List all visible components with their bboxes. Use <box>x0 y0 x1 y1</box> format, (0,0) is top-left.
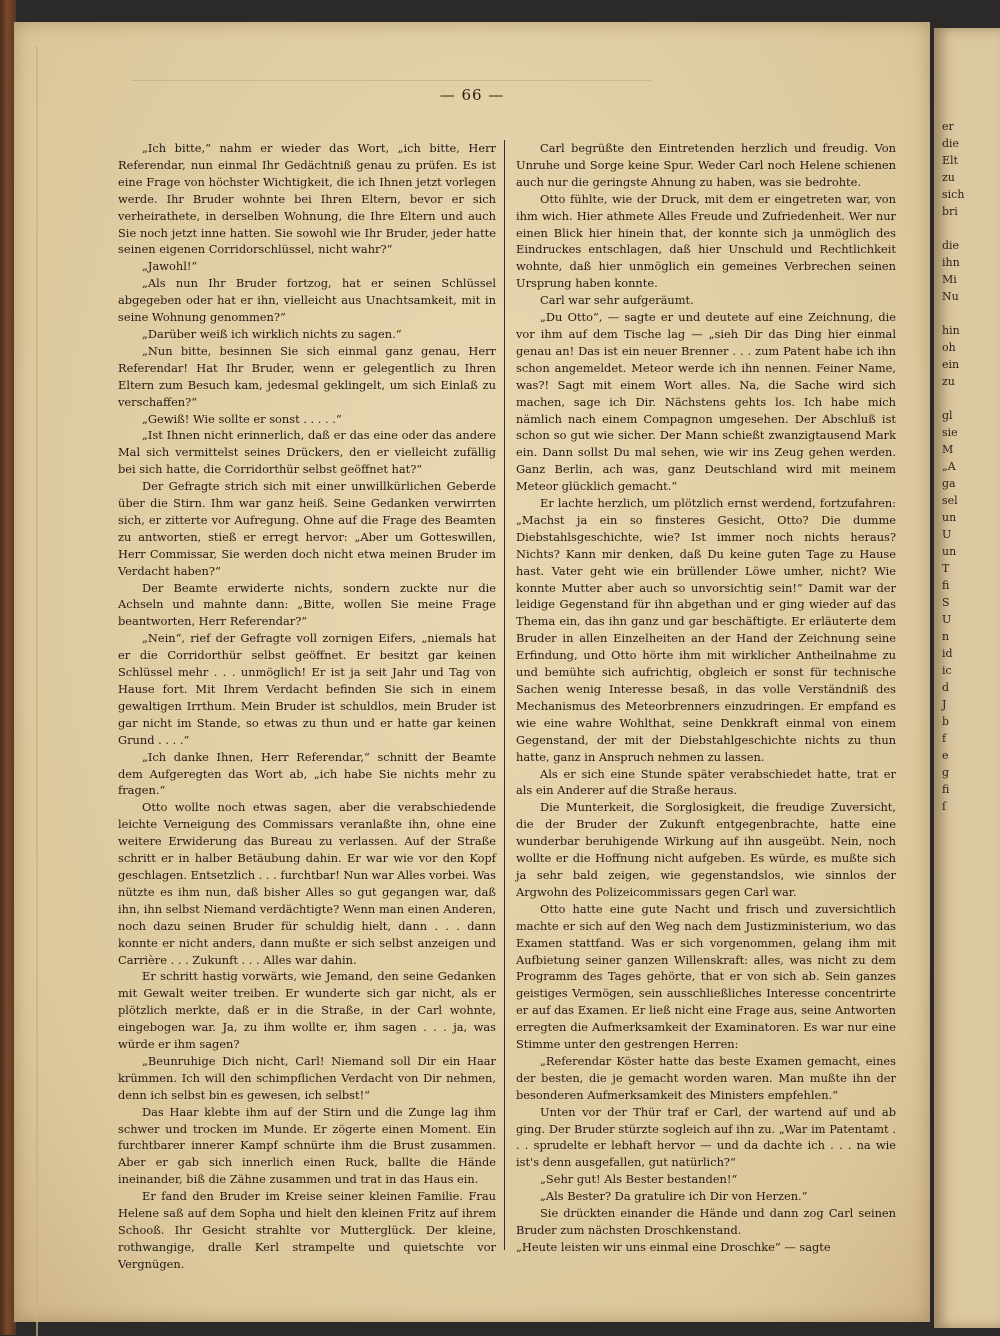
adjacent-page-fragment: Mi <box>942 273 957 286</box>
adjacent-page-fragment: hin <box>942 324 960 337</box>
adjacent-page-fragment: T <box>942 562 950 575</box>
adjacent-page-fragment: fi <box>942 783 950 796</box>
paragraph: Otto wollte noch etwas sagen, aber die verabschiedende leichte Verneigung des Commissars veranlaßte ihn, ohne eine weitere Erwiderung das Bureau zu verlassen. Auf der Straße schritt er in halber Betäubung dahin. Er war wie vor den Kopf geschlagen. Entsetzlich . . . furchtbar! Nun war Alles vorbei. Was nützte es ihm nun, daß bisher Alles so gut gegangen war, daß ihn, ihn selbst Niemand verdächtigte? Wenn man einen Anderen, noch dazu seinen Bruder für schuldig hielt, dann . . . dann konnte er nicht anders, dann mußte er sich selbst anzeigen und Carrière . . . Zukunft . . . Alles war dahin. <box>118 800 496 967</box>
adjacent-page-fragment: ic <box>942 664 952 677</box>
adjacent-page-fragment: J <box>942 698 947 711</box>
paragraph: Otto hatte eine gute Nacht und frisch und zuversichtlich machte er sich auf den Weg nach dem Justizministerium, wo das Examen stattfand. Was er sich vorgenommen, gelang ihm mit Aufbietung seiner ganzen Willenskraft: alles, was nicht zu dem Programm des Tages gehörte, that er von sich ab. Sein ganzes geistiges Vermögen, sein ausschließliches Interesse concentrirte er auf das Examen. Er ließ nicht eine Frage aus, seine Antworten erregten die Aufmerksamkeit der Examinatoren. Es war nur eine Stimme unter den gestrengen Herren: <box>516 901 896 1052</box>
paragraph: „Nein“, rief der Gefragte voll zornigen Eifers, „niemals hat er die Corridorthür selbst geöffnet. Er besitzt gar keinen Schlüssel mehr . . . unmöglich! Er ist ja seit Jahr und Tag von Hause fort. Mit Ihrem Verdacht befinden Sie sich in einem gewaltigen Irrthum. Mein Bruder ist schuldlos, mein Bruder ist gar nicht im Stande, so etwas zu thun und er hatte gar keinen Grund . . . .“ <box>118 631 496 747</box>
paragraph: „Sehr gut! Als Bester bestanden!“ <box>540 1172 738 1187</box>
adjacent-page-fragment: U <box>942 528 952 541</box>
paragraph: Sie drückten einander die Hände und dann zog Carl seinen Bruder zum nächsten Droschkenstand. <box>516 1206 896 1237</box>
paragraph: „Ist Ihnen nicht erinnerlich, daß er das eine oder das andere Mal sich vermittelst seines Drückers, den er vielleicht zufällig bei sich hatte, die Corridorthür selbst geöffnet hat?“ <box>118 428 496 477</box>
paragraph: Er schritt hastig vorwärts, wie Jemand, den seine Gedanken mit Gewalt weiter treiben. Er wunderte sich gar nicht, als er plötzlich merkte, daß er in die Straße, in der Carl wohnte, eingebogen war. Ja, zu ihm wollte er, ihm sagen . . . ja, was würde er ihm sagen? <box>118 969 496 1052</box>
paragraph: Die Munterkeit, die Sorglosigkeit, die freudige Zuversicht, die der Bruder der Zukunft entgegenbrachte, hatte eine wunderbar beruhigende Wirkung auf ihn ausgeübt. Nein, noch wollte er die Hoffnung nicht aufgeben. Es würde, es mußte sich ja sehr bald zeigen, wie gegenstandslos, wie sinnlos der Argwohn des Polizeicommissars gegen Carl war. <box>516 800 896 899</box>
left-column <box>118 140 496 1273</box>
adjacent-page-fragment: n <box>942 630 950 643</box>
right-column <box>516 140 896 1256</box>
paragraph: „Gewiß! Wie sollte er sonst . . . . .“ <box>142 411 342 426</box>
paragraph: „Ich bitte,“ nahm er wieder das Wort, „ich bitte, Herr Referendar, nun einmal Ihr Gedächtniß genau zu prüfen. Es ist eine Frage von höchster Wichtigkeit, die ich Ihnen jetzt vorlegen werde. Ihr Bruder wohnte bei Ihren Eltern, bevor er sich verheirathete, in derselben Wohnung, die Ihre Eltern und auch Sie noch jetzt inne hatten. Sie sowohl wie Ihr Bruder, jeder hatte seinen eigenen Corridorschlüssel, nicht wahr?“ <box>118 141 496 257</box>
adjacent-page-fragment: sich <box>942 188 965 201</box>
paragraph: Carl war sehr aufgeräumt. <box>540 293 694 308</box>
adjacent-page-fragment: „A <box>942 460 956 473</box>
paragraph: Als er sich eine Stunde später verabschiedet hatte, trat er als ein Anderer auf die Straße heraus. <box>516 766 896 798</box>
page-edge <box>36 46 38 1336</box>
adjacent-page-fragment: Nu <box>942 290 959 303</box>
paragraph: „Jawohl!“ <box>142 259 198 274</box>
adjacent-page-fragment: un <box>942 511 957 524</box>
adjacent-page-fragment: bri <box>942 205 958 218</box>
adjacent-page-fragment: b <box>942 715 950 728</box>
adjacent-page-fragment: U <box>942 613 952 626</box>
adjacent-page-fragment: fi <box>942 579 950 592</box>
adjacent-page-fragment: ihn <box>942 256 960 269</box>
adjacent-page-fragment: sie <box>942 426 958 439</box>
adjacent-page-fragment: id <box>942 647 953 660</box>
adjacent-page-fragment: er <box>942 120 954 133</box>
adjacent-page-fragment: gl <box>942 409 953 422</box>
paragraph: „Referendar Köster hatte das beste Examen gemacht, eines der besten, die je gemacht worden waren. Man mußte ihn der besonderen Aufmerksamkeit des Ministers empfehlen.“ <box>516 1053 896 1102</box>
paragraph: Der Beamte erwiderte nichts, sondern zuckte nur die Achseln und mahnte dann: „Bitte, wollen Sie meine Frage beantworten, Herr Referendar?“ <box>118 580 496 629</box>
adjacent-page-fragment: zu <box>942 171 955 184</box>
adjacent-page-fragment: zu <box>942 375 955 388</box>
book-page <box>14 22 930 1322</box>
adjacent-page-fragment: un <box>942 545 957 558</box>
adjacent-page-fragment: M <box>942 443 954 456</box>
adjacent-page-fragment: ſ <box>942 800 947 813</box>
adjacent-page-fragment: die <box>942 137 960 150</box>
paragraph: „Als nun Ihr Bruder fortzog, hat er seinen Schlüssel abgegeben oder hat er ihn, vielleicht aus Unachtsamkeit, mit in seine Wohnung genommen?“ <box>118 276 496 325</box>
paragraph: Der Gefragte strich sich mit einer unwillkürlichen Geberde über die Stirn. Ihm war ganz heiß. Seine Gedanken verwirrten sich, er zitterte vor Aufregung. Ohne auf die Frage des Beamten zu antworten, stieß er erregt hervor: „Aber um Gotteswillen, Herr Commissar, Sie werden doch nicht etwa meinen Bruder im Verdacht haben?“ <box>118 479 496 578</box>
paragraph: Carl begrüßte den Eintretenden herzlich und freudig. Von Unruhe und Sorge keine Spur. Weder Carl noch Helene schienen auch nur die geringste Ahnung zu haben, was sie bedrohte. <box>516 141 896 189</box>
paragraph: „Darüber weiß ich wirklich nichts zu sagen.“ <box>142 326 402 341</box>
paragraph: „Heute leisten wir uns einmal eine Droschke“ — sagte <box>516 1239 831 1254</box>
adjacent-page-fragment: e <box>942 749 949 762</box>
adjacent-page-fragment: ga <box>942 477 956 490</box>
paragraph: „Als Bester? Da gratulire ich Dir von Herzen.“ <box>540 1189 808 1204</box>
adjacent-page-fragment: S <box>942 596 950 609</box>
paragraph: „Nun bitte, besinnen Sie sich einmal ganz genau, Herr Referendar! Hat Ihr Bruder, wenn er gelegentlich zu Ihren Eltern zum Besuch kam, jedesmal geklingelt, um sich Einlaß zu verschaffen?“ <box>118 343 496 409</box>
paragraph: Das Haar klebte ihm auf der Stirn und die Zunge lag ihm schwer und trocken im Munde. Er zögerte einen Moment. Ein furchtbarer innerer Kampf schnürte ihm die Brust zusammen. Aber er gab sich innerlich einen Ruck, ballte die Hände ineinander, biß die Zähne zusammen und trat in das Haus ein. <box>118 1104 496 1187</box>
paragraph: Er fand den Bruder im Kreise seiner kleinen Familie. Frau Helene saß auf dem Sopha und hielt den kleinen Fritz auf ihrem Schooß. Ihr Gesicht strahlte vor Mutterglück. Der kleine, rothwangige, dralle Kerl strampelte und quietschte vor Vergnügen. <box>118 1189 496 1271</box>
paragraph: „Du Otto“, — sagte er und deutete auf eine Zeichnung, die vor ihm auf dem Tische lag — „sieh Dir das Ding hier einmal genau an! Das ist ein neuer Brenner . . . zum Patent habe ich ihn schon angemeldet. Meteor werde ich ihn nennen. Feiner Name, was?! Sagt mit einem Wort alles. Na, die Sache wird sich machen, sage ich Dir. Nächstens gehts los. Ich habe mich nämlich nach einem Compagnon umgesehen. Der Abschluß ist schon so gut wie sicher. Der Mann schießt zwanzigtausend Mark ein. Dann sollst Du mal sehen, wie wir ins Zeug gehen werden. Ganz Berlin, ach was, ganz Deutschland wird mit meinem Meteor glücklich gemacht.“ <box>516 310 896 494</box>
adjacent-page-fragment: g <box>942 766 950 779</box>
adjacent-page-fragment: die <box>942 239 960 252</box>
paragraph: „Ich danke Ihnen, Herr Referendar,“ schnitt der Beamte dem Aufgeregten das Wort ab, „ich habe Sie nichts mehr zu fragen.“ <box>118 749 496 798</box>
paragraph: Er lachte herzlich, um plötzlich ernst werdend, fortzufahren: „Machst ja ein so finsteres Gesicht, Otto? Die dumme Diebstahlsgeschichte, wie? Ist immer noch nichts heraus? Nichts? Kann mir denken, daß Du keine guten Tage zu Hause hast. Vater geht wie ein brüllender Löwe umher, nicht? Wie konnte Mutter aber auch so unvorsichtig sein!“ Damit war der leidige Gegenstand für ihn abgethan und er ging wieder auf das Thema ein, das ihn ganz und gar beschäftigte. Er erläuterte dem Bruder in allen Einzelheiten an der Hand der Zeichnung seine Erfindung, und Otto hörte ihm mit wirklicher Antheilnahme zu und bemühte sich aufrichtig, obgleich er sonst für technische Sachen wenig Interesse besaß, in das volle Verständniß des Mechanismus des Meteorbrenners einzudringen. Er empfand es wie eine wahre Wohlthat, seine Denkkraft einmal von einem Gegenstand, der mit der Diebstahlgeschichte nichts zu thun hatte, ganz in Anspruch nehmen zu lassen. <box>516 496 896 764</box>
column-divider <box>504 140 505 1250</box>
faded-header-trace <box>132 80 652 81</box>
paragraph: Unten vor der Thür traf er Carl, der wartend auf und ab ging. Der Bruder stürzte sogleich auf ihn zu. „War im Patentamt . . . sprudelte er lebhaft hervor — und da dachte ich . . . na wie ist's denn ausgefallen, gut natürlich?“ <box>516 1104 896 1170</box>
adjacent-page-edge <box>934 28 1000 1328</box>
adjacent-page-fragment: oh <box>942 341 956 354</box>
paragraph: „Beunruhige Dich nicht, Carl! Niemand soll Dir ein Haar krümmen. Ich will den schimpflichen Verdacht von Dir nehmen, denn ich selbst bin es gewesen, ich selbst!“ <box>118 1053 496 1102</box>
adjacent-page-fragment: Elt <box>942 154 958 167</box>
adjacent-page-fragment: d <box>942 681 950 694</box>
page-number: — 66 — <box>439 86 505 104</box>
adjacent-page-fragment: f <box>942 732 947 745</box>
adjacent-page-fragment: ein <box>942 358 960 371</box>
adjacent-page-fragment: sel <box>942 494 958 507</box>
paragraph: Otto fühlte, wie der Druck, mit dem er eingetreten war, von ihm wich. Hier athmete Alles Freude und Zufriedenheit. Wer nur einen Blick hier hinein that, der konnte sich ja unmöglich des Eindruckes entschlagen, daß hier Unschuld und Rechtlichkeit wohnte, daß hier unmöglich ein gemeines Verbrechen seinen Ursprung haben konnte. <box>516 191 896 291</box>
